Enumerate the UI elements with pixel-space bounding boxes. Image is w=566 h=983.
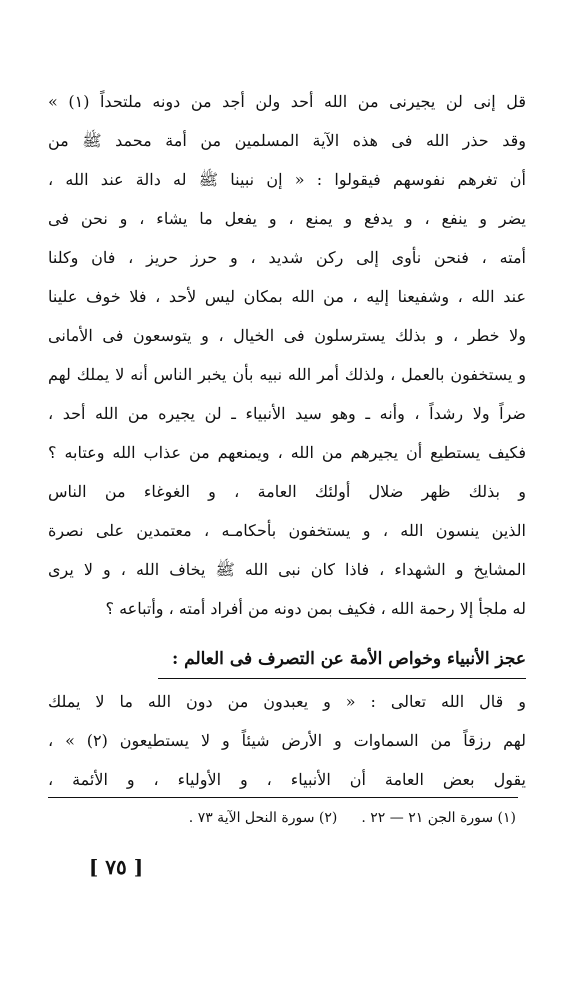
heading-underline	[158, 678, 526, 679]
section-heading: عجز الأنبياء وخواص الأمة عن التصرف فى العالم :	[171, 649, 526, 669]
text-line: أمته ، فنحن نأوى إلى ركن شديد ، و حرز حريز ، فان وكلنا	[48, 248, 526, 267]
footnote-2: (٢) سورة النحل الآية ٧٣ .	[188, 810, 338, 826]
text-line: المشايخ و الشهداء ، فاذا كان نبى الله ﷺ يخاف الله ، و لا يرى	[48, 560, 526, 579]
main-text-block	[48, 82, 526, 628]
text-line: يقول بعض العامة أن الأنبياء ، و الأولياء ، و الأئمة ،	[48, 770, 526, 789]
section-heading-block	[158, 641, 526, 679]
text-line: لهم رزقاً من السماوات و الأرض شيئاً و لا يستطيعون (٢) » ،	[48, 731, 526, 750]
text-line: عند الله ، وشفيعنا إليه ، من الله بمكان ليس لأحد ، فلا خوف علينا	[48, 287, 526, 306]
footnotes	[90, 803, 516, 833]
text-line: ضراً ولا رشداً ، وأنه ـ وهو سيد الأنبياء ـ لن يجيره من الله أحد ،	[48, 404, 526, 423]
page-number: [ ٧٥ ]	[88, 855, 144, 879]
text-line: وقد حذر الله فى هذه الآية المسلمين من أمة محمد ﷺ من	[48, 131, 526, 150]
footnote-divider	[48, 797, 518, 798]
text-line: أن تغرهم نفوسهم فيقولوا : « إن نبينا ﷺ له دالة عند الله ،	[48, 170, 526, 189]
text-line: الذين ينسون الله ، و يستخفون بأحكامـه ، معتمدين على نصرة	[48, 521, 526, 540]
text-line: فكيف يستطيع أن يجيرهم من الله ، ويمنعهم من عذاب الله وعتابه ؟	[48, 443, 526, 462]
text-line: و بذلك ظهر ضلال أولئك العامة ، و الغوغاء من الناس	[48, 482, 526, 501]
text-line: و يستخفون بالعمل ، ولذلك أمر الله نبيه بأن يخبر الناس أنه لا يملك لهم	[48, 365, 526, 384]
text-line: له ملجأ إلا رحمة الله ، فكيف بمن دونه من أفراد أمته ، وأتباعه ؟	[105, 599, 526, 618]
footnote-1: (١) سورة الجن ٢١ — ٢٢ .	[361, 810, 516, 826]
text-line: ولا خطر ، و بذلك يسترسلون فى الخيال ، و يتوسعون فى الأمانى	[48, 326, 526, 345]
text-line: يضر و ينفع ، و يدفع و يمنع ، و يفعل ما يشاء ، و نحن فى	[48, 209, 526, 228]
text-line: قل إنى لن يجيرنى من الله أحد ولن أجد من دونه ملتحداً (١) »	[48, 92, 526, 111]
section-text-block	[48, 682, 526, 799]
text-line: و قال الله تعالى : « و يعبدون من دون الله ما لا يملك	[48, 692, 526, 711]
